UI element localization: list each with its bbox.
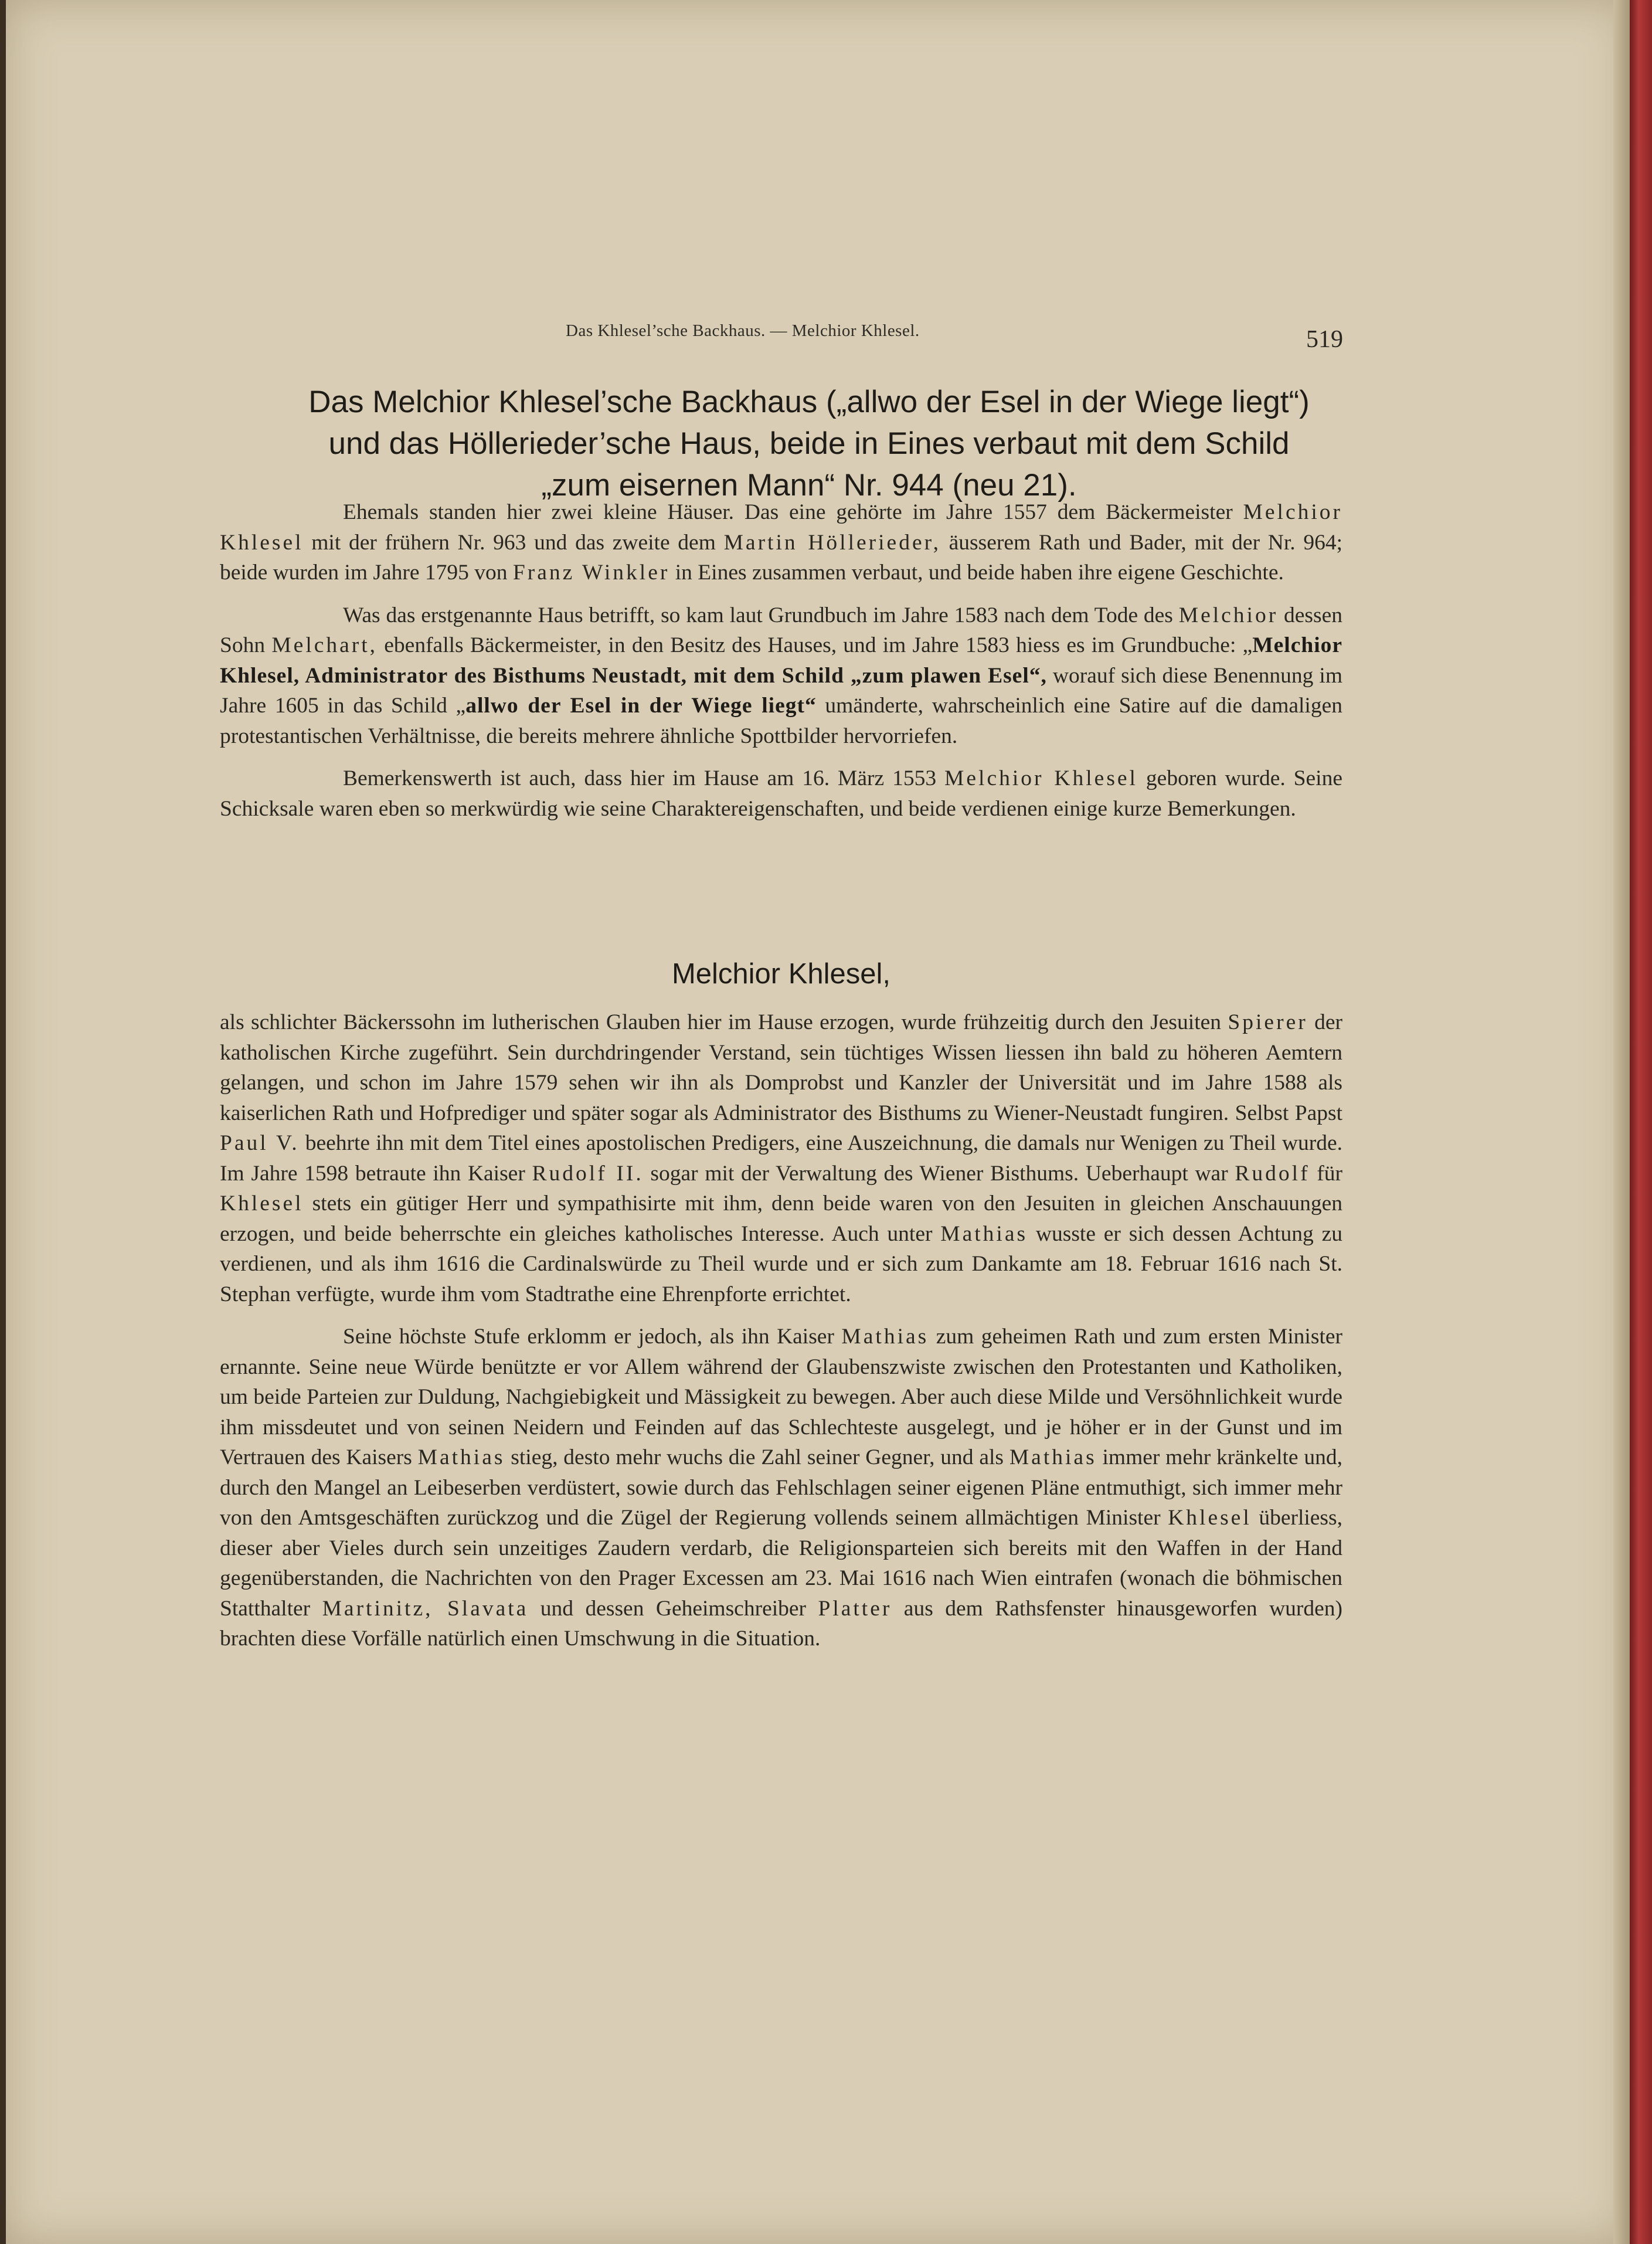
spaced-name: Khlesel (1168, 1506, 1252, 1530)
spaced-name: Melchior Khlesel (944, 766, 1138, 790)
title-line-3: „zum eisernen Mann“ Nr. 944 (neu 21). (541, 468, 1077, 503)
spaced-name: Paul V. (220, 1131, 300, 1155)
text-run: und dessen Geheimschreiber (528, 1596, 818, 1621)
paragraph (220, 497, 1342, 588)
text-run: der katholischen Kirche zugeführt. Sein durchdringender Verstand, sein tüchtiges Wissen liessen ihn bald zu höheren Aemtern gelangen, und schon im Jahre 1579 sehen wir ihn als Domprobst und Kanzler der Universität und im Jahre 1588 als kaiserlichen Rath und Hofprediger und später sogar als Administrator des Bisthums zu Wiener-Neustadt fungiren. Selbst Papst (220, 1010, 1342, 1125)
text-run: immer mehr kränkelte und, durch den Mangel an Leibeserben verdüstert, sowie durch das Fehlschlagen seiner eigenen Pläne entmuthigt, sich immer mehr von den Amtsgeschäften zurückzog und die Zügel der Regierung vollends seinem allmächtigen Minister (220, 1445, 1342, 1530)
paragraph (220, 1007, 1342, 1309)
paragraph (220, 1322, 1342, 1654)
text-run: Was das erstgenannte Haus betrifft, so kam laut Grundbuch im Jahre 1583 nach dem Tode des (343, 603, 1179, 627)
text-run: Ehemals standen hier zwei kleine Häuser. Das eine gehörte im Jahre 1557 dem Bäckermeister (343, 500, 1243, 524)
article-title (217, 381, 1401, 506)
text-run: in Eines zusammen verbaut, und beide haben ihre eigene Geschichte. (669, 561, 1284, 585)
spaced-name: Melchart, (271, 633, 378, 657)
spaced-name: Mathias (417, 1445, 505, 1469)
title-line-1: Das Melchior Khlesel’sche Backhaus („allwo der Esel in der Wiege liegt“) (308, 385, 1310, 419)
text-run: beehrte ihn mit dem Titel eines apostolischen Predigers, eine Auszeichnung, die damals nur Wenigen zu Theil wurde. Im Jahre 1598 betraute ihn Kaiser (220, 1131, 1342, 1186)
page-number: 519 (1306, 326, 1343, 353)
fraktur-quote: allwo der Esel in der Wiege liegt“ (465, 694, 817, 718)
spaced-name: Rudolf II. (532, 1161, 644, 1186)
spaced-name: Mathias (1009, 1445, 1097, 1469)
spaced-name: Melchior Khlesel (220, 500, 1342, 555)
text-run: äusserem Rath und Bader, mit der Nr. 964; beide wurden im Jahre 1795 von (220, 530, 1342, 585)
book-page (6, 0, 1630, 2244)
text-run: sogar mit der Verwaltung des Wiener Bisthums. Ueberhaupt war (643, 1161, 1235, 1186)
text-run: geboren wurde. Seine Schicksale waren eben so merkwürdig wie seine Charaktereigenschaften, und beide verdienen einige kurze Bemerkungen. (220, 766, 1342, 821)
text-run: umänderte, wahrscheinlich eine Satire auf die damaligen protestantischen Verhältnisse, die bereits mehrere ähnliche Spottbilder hervorriefen. (220, 694, 1342, 748)
text-run: zum geheimen Rath und zum ersten Minister ernannte. Seine neue Würde benützte er vor Allem während der Glaubenszwiste zwischen den Protestanten und Katholiken, um beide Parteien zur Duldung, Nachgiebigkeit und Mässigkeit zu bewegen. Aber auch diese Milde und Versöhnlichkeit wurde ihm missdeutet und von seinen Neidern und Feinden auf das Schlechteste ausgelegt, und je höher er in der Gunst und im Vertrauen des Kaisers (220, 1325, 1342, 1469)
spaced-name: Khlesel (220, 1191, 304, 1216)
running-head: Das Khlesel’sche Backhaus. — Melchior Khlesel. (566, 321, 920, 340)
text-run: worauf sich diese Benennung im Jahre 1605 in das Schild „ (220, 663, 1343, 718)
paragraph (220, 600, 1342, 752)
text-run: aus dem Rathsfenster hinausgeworfen wurden) brachten diese Vorfälle natürlich einen Umschwung in die Situation. (220, 1596, 1343, 1651)
text-run: wusste er sich dessen Achtung zu verdienen, und als ihm 1616 die Cardinalswürde zu Theil wurde und er sich zum Dankamte am 18. Februar 1616 nach St. Stephan verfügte, wurde ihm vom Stadtrathe eine Ehrenpforte errichtet. (220, 1221, 1342, 1306)
text-run: Bemerkenswerth ist auch, dass hier im Hause am 16. März 1553 (343, 766, 945, 790)
spaced-name: Martin Höllerieder, (723, 530, 941, 555)
text-run: als schlichter Bäckerssohn im lutherischen Glauben hier im Hause erzogen, wurde frühzeitig durch den Jesuiten (220, 1010, 1228, 1034)
text-run: stets ein gütiger Herr und sympathisirte mit ihm, denn beide waren von den Jesuiten in gleichen Anschauungen erzogen, und beide beherrschte ein gleiches katholisches Interesse. Auch unter (220, 1191, 1342, 1246)
text-run: Seine höchste Stufe erklomm er jedoch, als ihn Kaiser (343, 1325, 842, 1349)
section-body (220, 1007, 1342, 1654)
text-run: mit der frühern Nr. 963 und das zweite dem (303, 530, 724, 555)
spaced-name: Platter (818, 1596, 892, 1621)
spaced-name: Mathias (841, 1325, 929, 1349)
text-run: stieg, desto mehr wuchs die Zahl seiner Gegner, und als (505, 1445, 1009, 1469)
text-run: überliess, dieser aber Vieles durch sein unzeitiges Zaudern verdarb, die Religionsparteien sich bereits mit den Waffen in der Hand gegenüberstanden, die Nachrichten von den Prager Excessen am 23. Mai 1616 nach Wien eintrafen (wonach die böhmischen Statthalter (220, 1506, 1342, 1621)
spaced-name: Rudolf (1235, 1161, 1310, 1186)
spaced-name: Spierer (1228, 1010, 1308, 1034)
book-binding (1630, 0, 1652, 2244)
spaced-name: Melchior (1178, 603, 1279, 627)
text-run: für (1310, 1161, 1342, 1186)
spaced-name: Martinitz, Slavata (322, 1596, 529, 1621)
section-heading: Melchior Khlesel, (671, 958, 891, 990)
fraktur-quote: Melchior Khlesel, Administrator des Bisthums Neustadt, mit dem Schild „zum plawen Esel“, (220, 633, 1343, 688)
spaced-name: Franz Winkler (512, 561, 670, 585)
page-gutter (1613, 0, 1630, 2244)
spaced-name: Mathias (940, 1221, 1028, 1246)
paragraph (220, 763, 1342, 824)
title-line-2: und das Höllerieder’sche Haus, beide in Eines verbaut mit dem Schild (328, 426, 1290, 461)
text-run: ebenfalls Bäckermeister, in den Besitz des Hauses, und im Jahre 1583 hiess es im Grundbuche: „ (378, 633, 1253, 657)
text-run: dessen Sohn (220, 603, 1342, 657)
article-body (220, 497, 1342, 824)
